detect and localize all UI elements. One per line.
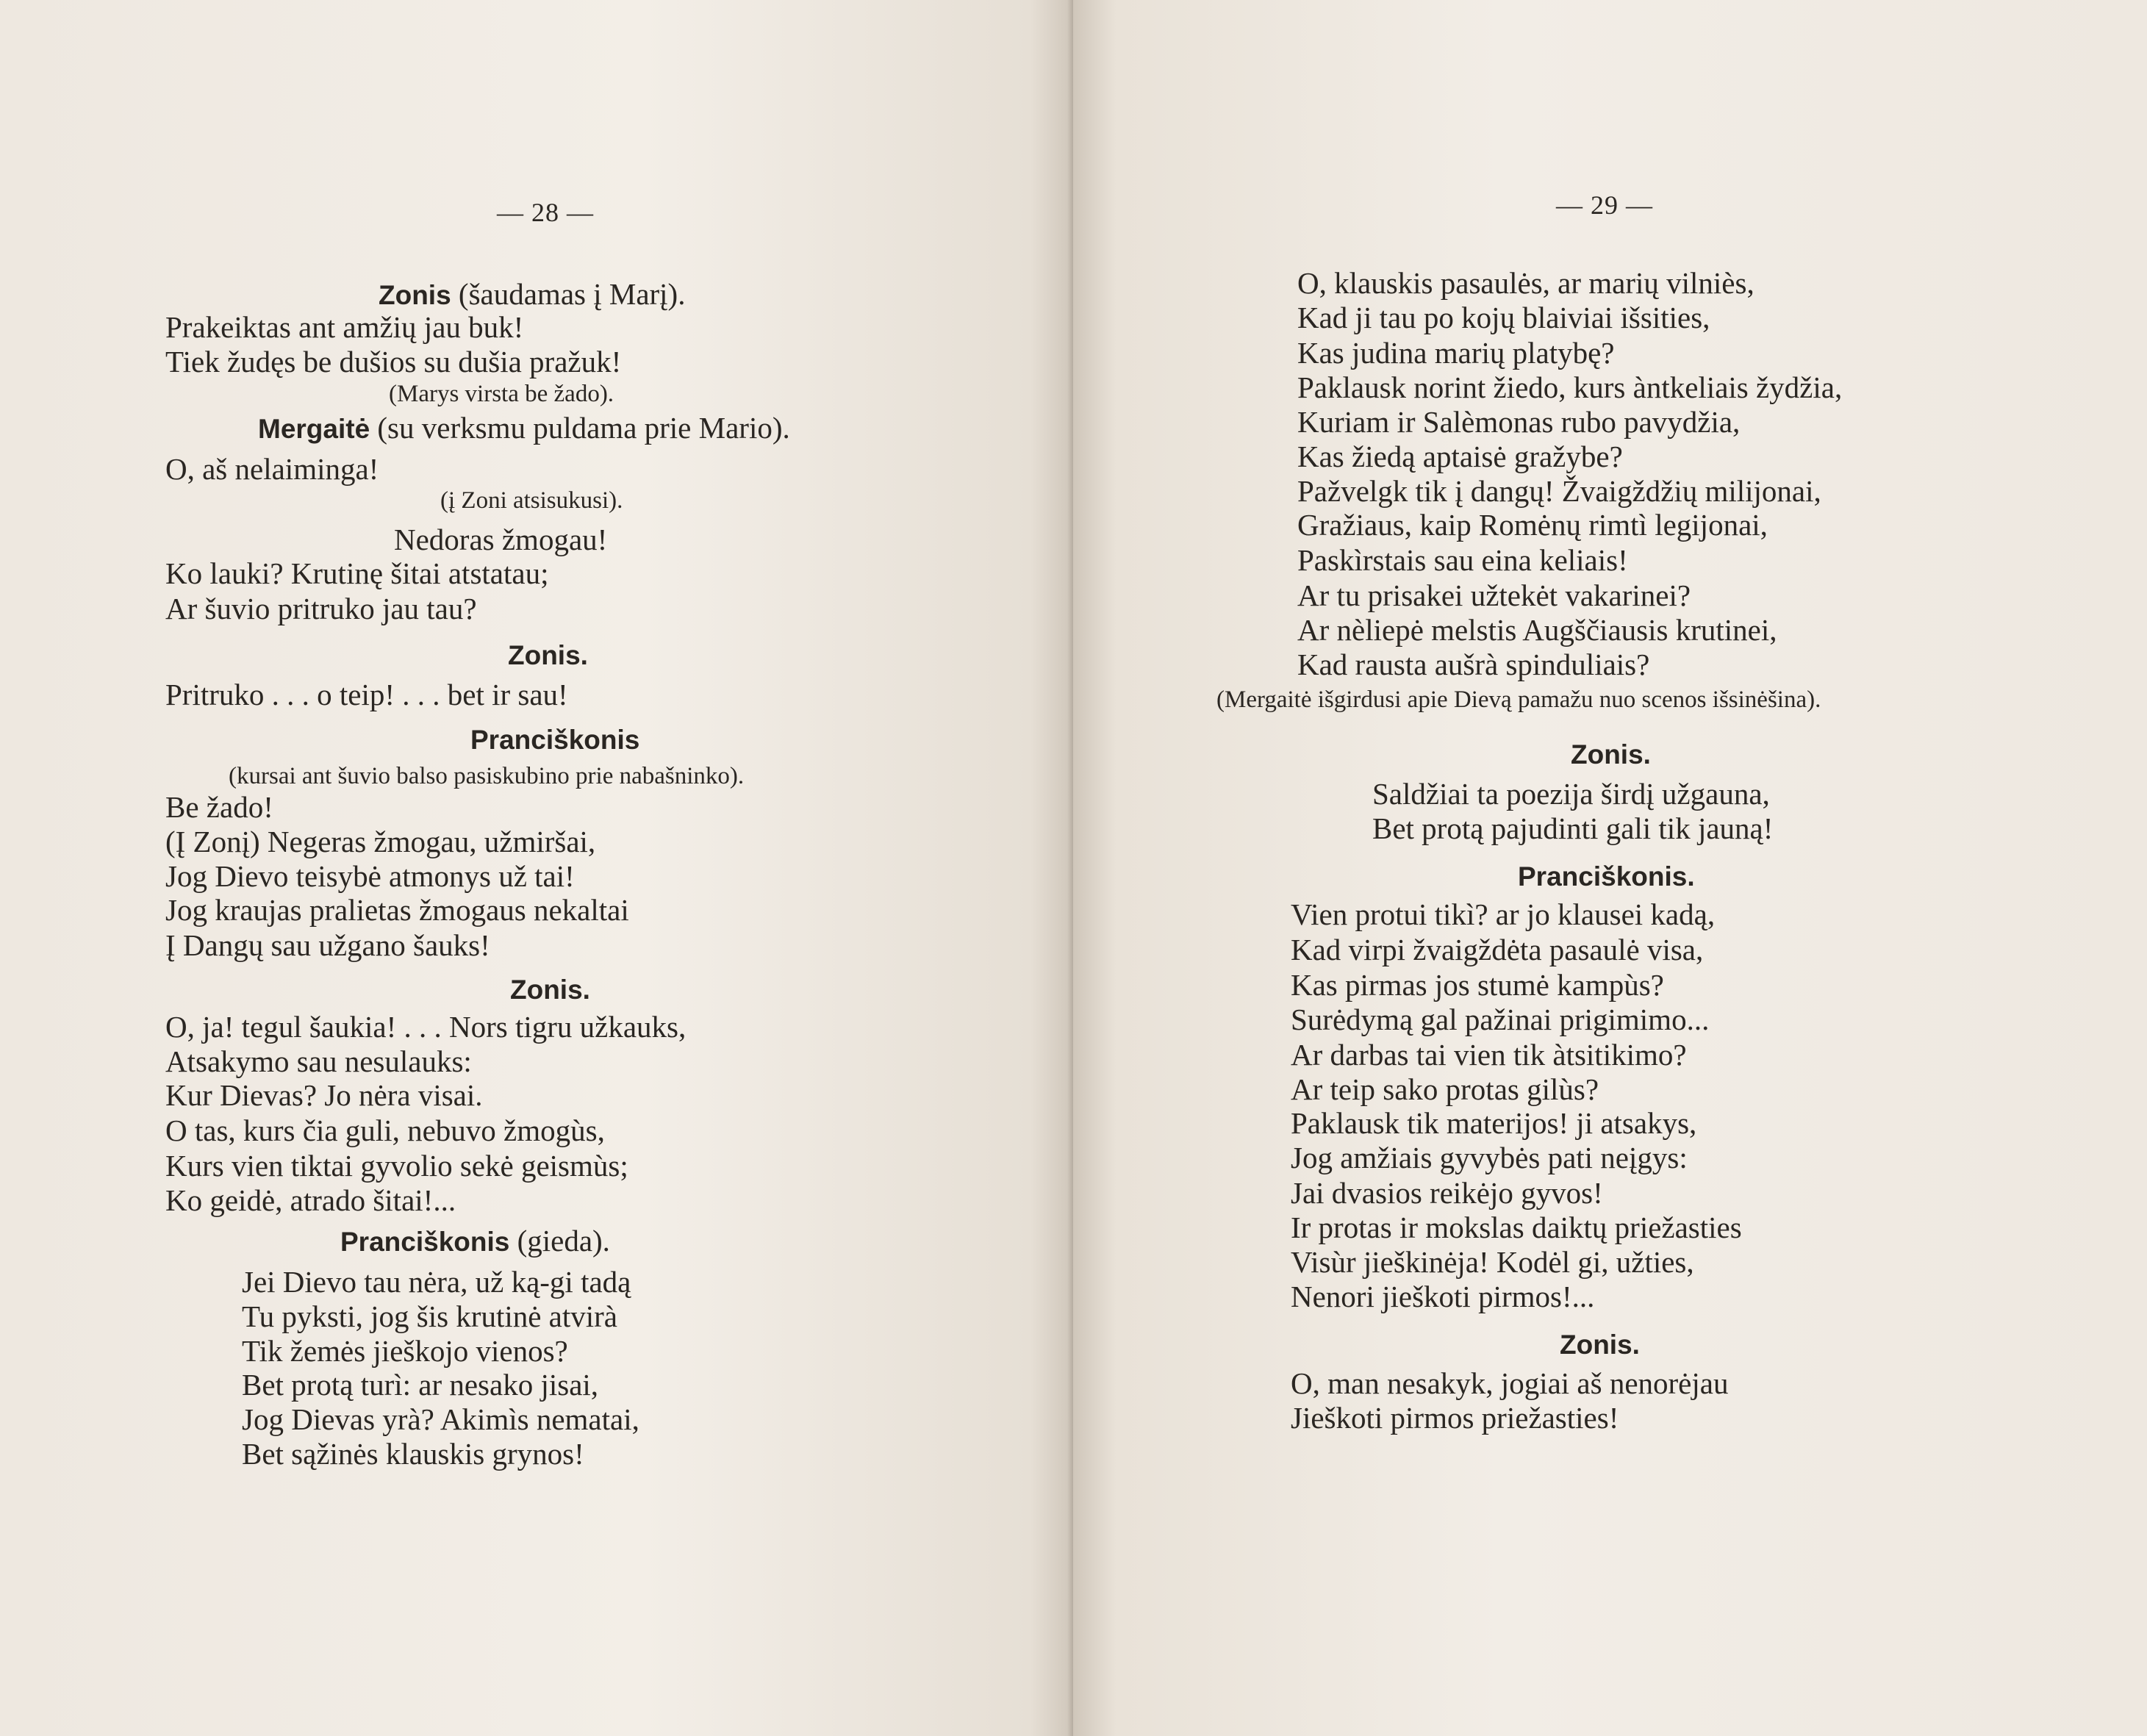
verse-line: Paskìrstais sau eina keliais! — [1297, 543, 1628, 577]
verse-line: Gražiaus, kaip Romėnų rimtì legijonai, — [1297, 508, 1768, 542]
verse-line: Tiek žudęs be dušios su dušia pražuk! — [165, 345, 622, 379]
stage-direction: (Marys virsta be žado). — [389, 381, 614, 407]
speaker-name: Mergaitė — [258, 414, 370, 444]
stage-direction: (kursai ant šuvio balso pasiskubino prie nabašninko). — [229, 763, 745, 789]
verse-line: Kas žiedą aptaisė gražybe? — [1297, 440, 1623, 473]
speaker-name: Zonis. — [1571, 739, 1651, 770]
verse-line: O, klauskis pasaulės, ar marių vilniès, — [1297, 266, 1754, 300]
speaker-line — [1571, 739, 1651, 769]
verse-line: Ko geidė, atrado šitai!... — [165, 1183, 456, 1217]
verse-line: Jai dvasios reikėjo gyvos! — [1291, 1176, 1603, 1210]
stage-direction: (šaudamas į Marį). — [451, 277, 686, 311]
verse-line: Kad rausta aušrà spinduliais? — [1297, 648, 1650, 681]
verse-line: Paklausk norint žiedo, kurs àntkeliais žydžia, — [1297, 370, 1843, 404]
right-page — [1073, 0, 2147, 1736]
verse-line: Ar tu prisakei užtekėt vakarinei? — [1297, 578, 1691, 612]
speaker-line — [510, 974, 590, 1004]
verse-line: Pritruko . . . o teip! . . . bet ir sau! — [165, 678, 568, 711]
verse-line: Prakeiktas ant amžių jau buk! — [165, 310, 524, 344]
speaker-line — [340, 1226, 610, 1256]
speaker-name: Zonis. — [508, 640, 588, 670]
verse-line: (Į Zonį) Negeras žmogau, užmiršai, — [165, 825, 596, 858]
verse-line: Kur Dievas? Jo nėra visai. — [165, 1078, 483, 1112]
speaker-line — [508, 639, 588, 670]
verse-line: Jieškoti pirmos priežasties! — [1291, 1401, 1619, 1435]
verse-line: Ir protas ir mokslas daiktų priežasties — [1291, 1210, 1742, 1244]
verse-line: Ar teip sako protas gilùs? — [1291, 1072, 1599, 1106]
verse-line: Nenori jieškoti pirmos!... — [1291, 1280, 1595, 1313]
verse-line: O, man nesakyk, jogiai aš nenorėjau — [1291, 1366, 1729, 1400]
speaker-line — [379, 279, 685, 309]
speaker-name: Zonis. — [510, 975, 590, 1005]
page-number: — 29 — — [1556, 190, 1653, 220]
verse-line: Ar darbas tai vien tik àtsitikimo? — [1291, 1038, 1687, 1072]
verse-line: Bet protą pajudinti gali tik jauną! — [1372, 811, 1774, 845]
verse-line: Bet sąžinės klauskis grynos! — [242, 1437, 584, 1471]
verse-line: Jog Dievas yrà? Akimìs nematai, — [242, 1402, 639, 1436]
page-number: — 28 — — [497, 198, 594, 227]
verse-line: Saldžiai ta poezija širdį užgauna, — [1372, 777, 1770, 811]
verse-line: Ar nèliepė melstis Augščiausis krutinei, — [1297, 613, 1777, 647]
speaker-line — [470, 724, 639, 754]
verse-line: Be žado! — [165, 790, 273, 824]
stage-direction: (į Zoni atsisukusi). — [440, 487, 623, 514]
verse-line: Tu pyksti, jog šis krutinė atvirà — [242, 1299, 617, 1333]
verse-line: Pažvelgk tik į dangų! Žvaigždžių milijonai, — [1297, 474, 1821, 508]
verse-line: Paklausk tik materijos! ji atsakys, — [1291, 1106, 1697, 1140]
speaker-name: Pranciškonis. — [1518, 861, 1695, 892]
verse-line: Atsakymo sau nesulauks: — [165, 1044, 472, 1078]
speaker-line — [1518, 861, 1695, 891]
verse-line: O, aš nelaiminga! — [165, 452, 379, 486]
verse-line: Kas pirmas jos stumė kampùs? — [1291, 968, 1664, 1002]
verse-line: Tik žemės jieškojo vienos? — [242, 1334, 568, 1368]
stage-direction: (Mergaitė išgirdusi apie Dievą pamažu nuo scenos išsinėšina). — [1216, 686, 1821, 713]
verse-line: Bet protą turì: ar nesako jisai, — [242, 1368, 599, 1402]
verse-line: Jei Dievo tau nėra, už ką-gi tadą — [242, 1265, 631, 1299]
verse-line: Kad ji tau po kojų blaiviai išsities, — [1297, 301, 1710, 334]
verse-line: Ar šuvio pritruko jau tau? — [165, 592, 477, 625]
verse-line: Kurs vien tiktai gyvolio sekė geismùs; — [165, 1149, 628, 1183]
stage-direction: (gieda). — [509, 1224, 610, 1258]
left-page — [0, 0, 1073, 1736]
speaker-line — [258, 413, 790, 443]
verse-line: Jog kraujas pralietas žmogaus nekaltai — [165, 893, 629, 927]
speaker-name: Zonis — [379, 280, 451, 310]
verse-line: O tas, kurs čia guli, nebuvo žmogùs, — [165, 1113, 605, 1147]
speaker-name: Pranciškonis — [470, 725, 640, 755]
verse-line: Kad virpi žvaigždėta pasaulė visa, — [1291, 933, 1704, 966]
verse-line: Jog Dievo teisybė atmonys už tai! — [165, 859, 575, 893]
verse-line: Kas judina marių platybę? — [1297, 336, 1615, 370]
verse-line: Jog amžiais gyvybės pati neįgys: — [1291, 1141, 1688, 1174]
speaker-line — [1560, 1329, 1640, 1359]
speaker-name: Zonis. — [1560, 1330, 1640, 1360]
verse-line: Nedoras žmogau! — [394, 523, 608, 556]
speaker-name: Pranciškonis — [340, 1227, 510, 1257]
verse-line: Visùr jieškinėja! Kodėl gi, užties, — [1291, 1245, 1694, 1279]
verse-line: Surėdymą gal pažinai prigimimo... — [1291, 1002, 1710, 1036]
stage-direction: (su verksmu puldama prie Mario). — [370, 411, 790, 445]
verse-line: O, ja! tegul šaukia! . . . Nors tigru užkauks, — [165, 1010, 687, 1044]
verse-line: Kuriam ir Salèmonas rubo pavydžia, — [1297, 405, 1741, 439]
verse-line: Vien protui tikì? ar jo klausei kadą, — [1291, 897, 1716, 931]
verse-line: Į Dangų sau užgano šauks! — [165, 928, 490, 962]
verse-line: Ko lauki? Krutinę šitai atstatau; — [165, 556, 549, 590]
